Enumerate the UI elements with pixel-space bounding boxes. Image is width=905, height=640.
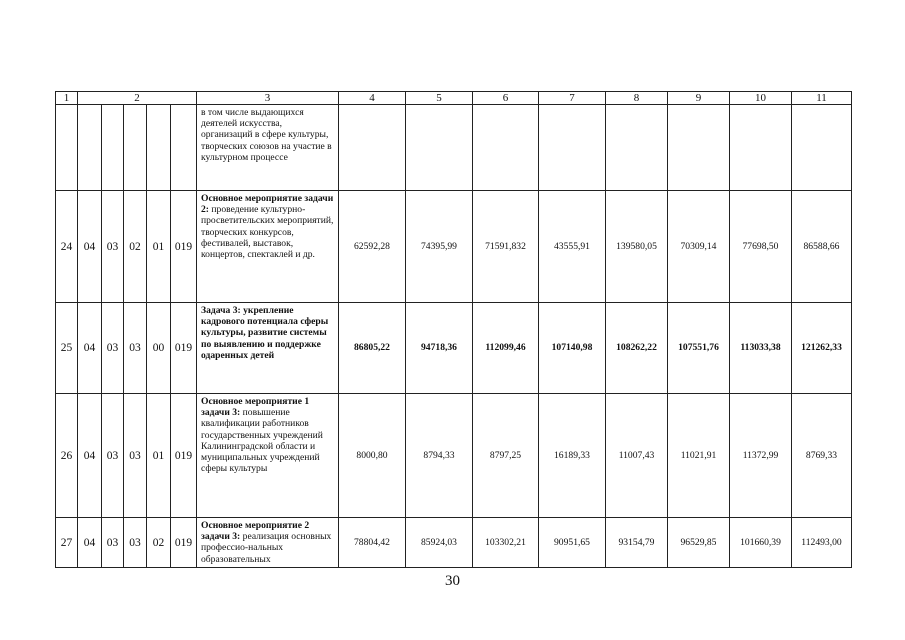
table-row [56, 518, 852, 568]
value-cell [473, 105, 539, 191]
code-cell [124, 105, 147, 191]
value-cell: 74395,99 [406, 191, 473, 303]
table-row [56, 191, 852, 303]
header-cell: 11 [792, 92, 852, 105]
header-cell: 8 [606, 92, 668, 105]
code-cell: 019 [171, 303, 197, 394]
description-text: укрепление кадрового потенциала сферы культуры, развитие системы по выявлению и поддержке одаренных детей [201, 305, 329, 361]
description-cell [197, 518, 339, 568]
code-cell: 04 [78, 518, 102, 568]
page-number: 30 [445, 573, 460, 589]
value-cell: 103302,21 [473, 518, 539, 568]
value-cell [406, 105, 473, 191]
value-cell: 11372,99 [730, 394, 792, 518]
value-cell: 8794,33 [406, 394, 473, 518]
value-cell [606, 105, 668, 191]
code-cell [78, 105, 102, 191]
value-cell: 78804,42 [339, 518, 406, 568]
code-cell: 03 [124, 518, 147, 568]
header-cell: 10 [730, 92, 792, 105]
value-cell: 108262,22 [606, 303, 668, 394]
value-cell: 94718,36 [406, 303, 473, 394]
code-cell: 01 [147, 191, 171, 303]
value-cell: 86805,22 [339, 303, 406, 394]
description-bold: Основное мероприятие задачи 2: [201, 193, 334, 216]
value-cell: 107140,98 [539, 303, 606, 394]
description-text: повышение квалификации работников государственных учреждений Калининградской области и муниципальных учреждений сферы культуры [201, 407, 323, 475]
value-cell: 62592,28 [339, 191, 406, 303]
code-cell: 04 [78, 191, 102, 303]
header-cell: 4 [339, 92, 406, 105]
code-cell: 03 [102, 191, 124, 303]
header-cell: 2 [78, 92, 197, 105]
code-cell [56, 105, 78, 191]
description-text: проведение культурно-просветительских мероприятий, творческих конкурсов, фестивалей, выставок, концертов, спектаклей и др. [201, 204, 334, 261]
value-cell [339, 105, 406, 191]
description-text: в том числе выдающихся деятелей искусства, организаций в сфере культуры, творческих союзов на участие в культурном процессе [201, 107, 332, 163]
value-cell: 101660,39 [730, 518, 792, 568]
value-cell: 121262,33 [792, 303, 852, 394]
code-cell: 04 [78, 394, 102, 518]
code-cell: 019 [171, 191, 197, 303]
value-cell: 85924,03 [406, 518, 473, 568]
value-cell: 96529,85 [668, 518, 730, 568]
code-cell: 03 [124, 394, 147, 518]
value-cell: 8769,33 [792, 394, 852, 518]
value-cell: 112493,00 [792, 518, 852, 568]
value-cell: 113033,38 [730, 303, 792, 394]
description-bold: Задача 3: [201, 305, 241, 316]
value-cell: 77698,50 [730, 191, 792, 303]
header-cell: 9 [668, 92, 730, 105]
value-cell [730, 105, 792, 191]
code-cell: 26 [56, 394, 78, 518]
header-cell: 7 [539, 92, 606, 105]
header-cell: 1 [56, 92, 78, 105]
value-cell: 8797,25 [473, 394, 539, 518]
code-cell: 03 [102, 303, 124, 394]
code-cell: 00 [147, 303, 171, 394]
header-row [56, 92, 852, 105]
code-cell: 01 [147, 394, 171, 518]
description-cell [197, 394, 339, 518]
code-cell: 019 [171, 394, 197, 518]
description-bold: Основное мероприятие 2 задачи 3: [201, 520, 310, 543]
header-cell: 6 [473, 92, 539, 105]
value-cell: 11021,91 [668, 394, 730, 518]
value-cell: 8000,80 [339, 394, 406, 518]
value-cell: 70309,14 [668, 191, 730, 303]
value-cell [792, 105, 852, 191]
code-cell [102, 105, 124, 191]
code-cell: 03 [102, 518, 124, 568]
budget-table [55, 91, 852, 568]
value-cell: 139580,05 [606, 191, 668, 303]
code-cell [147, 105, 171, 191]
description-text: реализация основных профессио-нальных образовательных [201, 531, 332, 565]
value-cell: 43555,91 [539, 191, 606, 303]
code-cell: 019 [171, 518, 197, 568]
value-cell: 16189,33 [539, 394, 606, 518]
value-cell: 86588,66 [792, 191, 852, 303]
code-cell: 03 [124, 303, 147, 394]
description-cell [197, 191, 339, 303]
value-cell: 93154,79 [606, 518, 668, 568]
code-cell: 24 [56, 191, 78, 303]
value-cell: 71591,832 [473, 191, 539, 303]
code-cell [171, 105, 197, 191]
value-cell: 112099,46 [473, 303, 539, 394]
table-row [56, 105, 852, 191]
code-cell: 27 [56, 518, 78, 568]
header-cell: 5 [406, 92, 473, 105]
table-row [56, 303, 852, 394]
value-cell [539, 105, 606, 191]
value-cell [668, 105, 730, 191]
description-cell [197, 105, 339, 191]
value-cell: 90951,65 [539, 518, 606, 568]
code-cell: 04 [78, 303, 102, 394]
code-cell: 02 [124, 191, 147, 303]
value-cell: 107551,76 [668, 303, 730, 394]
description-cell [197, 303, 339, 394]
table-row [56, 394, 852, 518]
value-cell: 11007,43 [606, 394, 668, 518]
code-cell: 25 [56, 303, 78, 394]
code-cell: 03 [102, 394, 124, 518]
description-bold: Основное мероприятие 1 задачи 3: [201, 396, 310, 419]
code-cell: 02 [147, 518, 171, 568]
header-cell: 3 [197, 92, 339, 105]
